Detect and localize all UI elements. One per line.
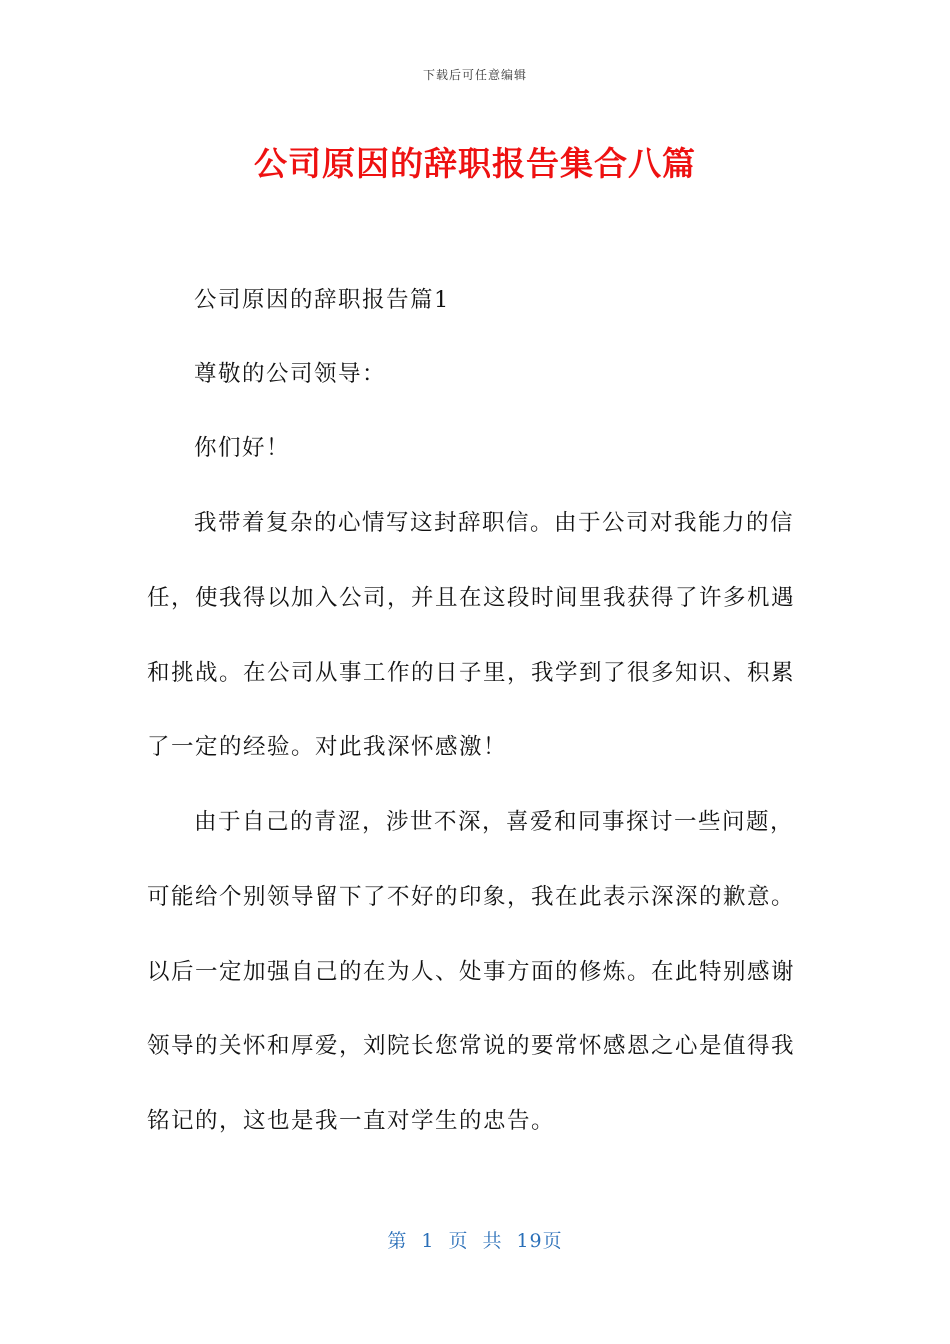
paragraph-line: 以后一定加强自己的在为人、处事方面的修炼。在此特别感谢 [147,959,796,985]
footer-current-page: 1 [421,1230,435,1252]
paragraph-line: 任，使我得以加入公司，并且在这段时间里我获得了许多机遇 [147,585,796,611]
paragraph-line: 我带着复杂的心情写这封辞职信。由于公司对我能力的信 [194,510,795,536]
paragraph-line: 领导的关怀和厚爱，刘院长您常说的要常怀感恩之心是值得我 [147,1033,796,1059]
salutation: 尊敬的公司领导： [194,361,387,387]
paragraph-line: 铭记的，这也是我一直对学生的忠告。 [147,1108,556,1134]
footer-total-pages: 19页 [516,1230,563,1252]
footer-label-page: 第 [387,1230,408,1252]
paragraph-line: 了一定的经验。对此我深怀感激！ [147,734,508,760]
section-heading: 公司原因的辞职报告篇1 [194,287,450,313]
greeting: 你们好！ [194,435,291,461]
document-title: 公司原因的辞职报告集合八篇 [254,144,696,183]
footer-label-unit: 页 [448,1230,469,1252]
header-note: 下载后可任意编辑 [422,68,527,82]
paragraph-line: 由于自己的青涩，涉世不深，喜爱和同事探讨一些问题， [194,809,795,835]
footer-label-total: 共 [482,1230,503,1252]
paragraph-line: 可能给个别领导留下了不好的印象，我在此表示深深的歉意。 [147,884,796,910]
paragraph-line: 和挑战。在公司从事工作的日子里，我学到了很多知识、积累 [147,660,796,686]
page-footer [0,1226,950,1253]
